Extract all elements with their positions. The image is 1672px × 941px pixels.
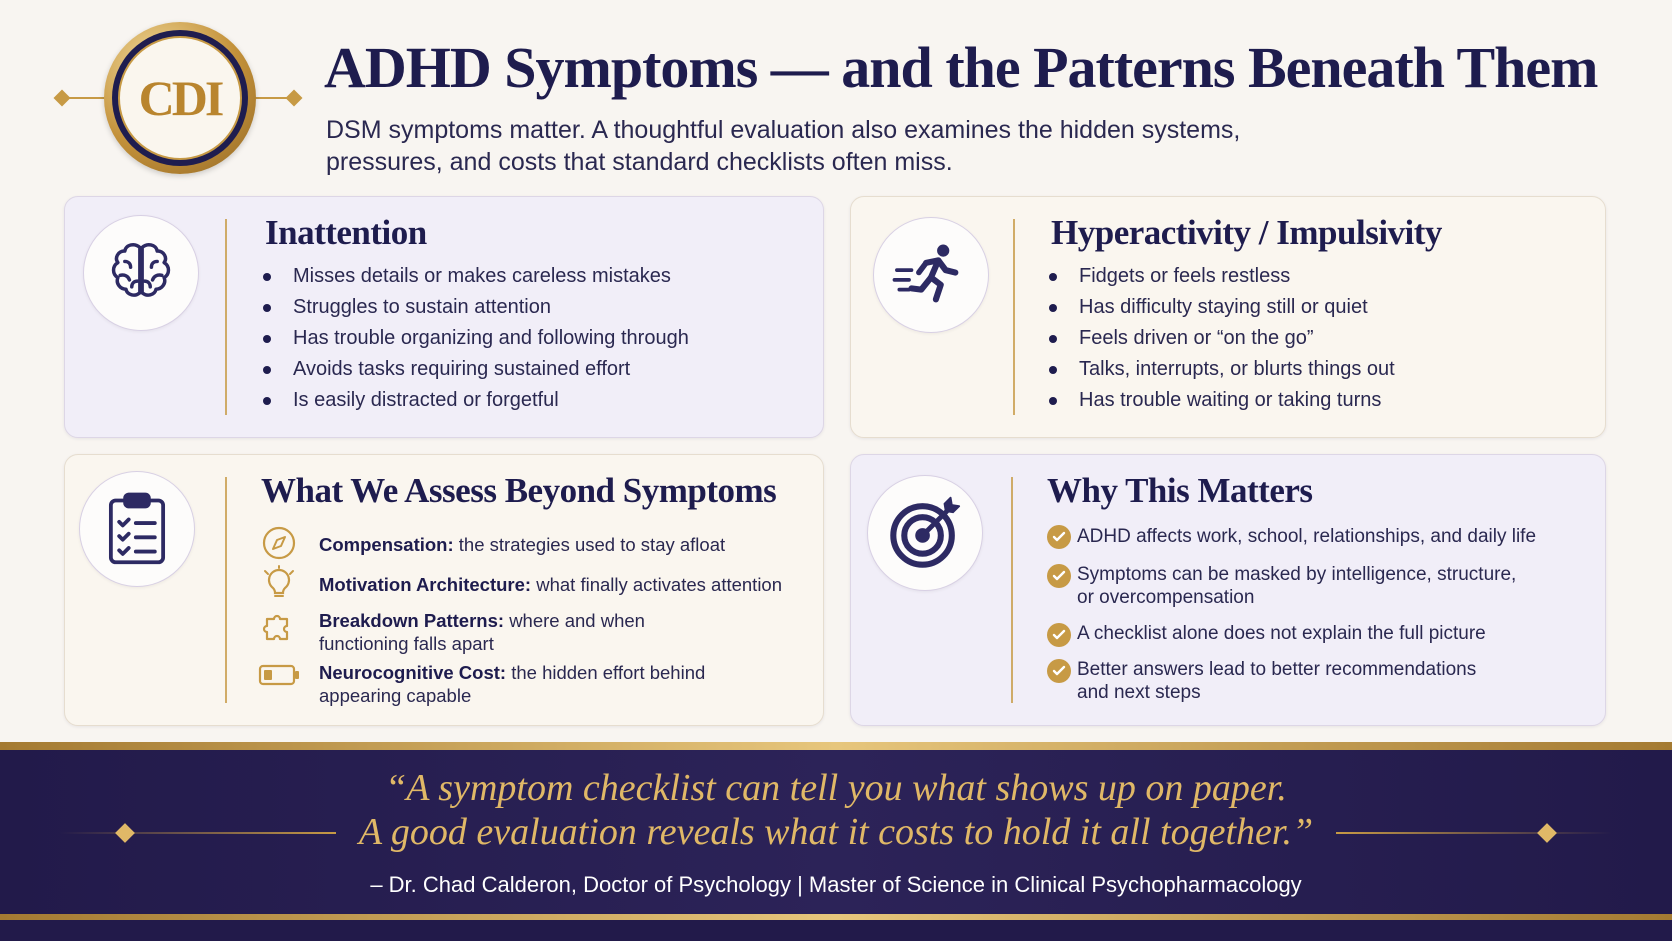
battery-icon xyxy=(257,657,301,693)
hyperactivity-list xyxy=(1047,261,1395,416)
logo-right-diamond xyxy=(286,90,303,107)
clipboard-checklist-icon xyxy=(79,471,195,587)
list-item: Has trouble waiting or taking turns xyxy=(1047,385,1395,416)
quote-line-2: A good evaluation reveals what it costs to hold it all together.” xyxy=(358,811,1314,853)
logo-left-diamond xyxy=(54,90,71,107)
hyperactivity-card xyxy=(850,196,1606,438)
list-item: Has trouble organizing and following through xyxy=(261,323,689,354)
quote-line-1: “A symptom checklist can tell you what shows up on paper. xyxy=(385,767,1287,809)
subtitle-line-2: pressures, and costs that standard checklists often miss. xyxy=(326,148,953,176)
subtitle-line-1: DSM symptoms matter. A thoughtful evaluation also examines the hidden systems, xyxy=(326,116,1241,144)
why-item: Symptoms can be masked by intelligence, structure, or overcompensation xyxy=(1077,564,1517,608)
list-item: Struggles to sustain attention xyxy=(261,292,689,323)
list-item: Talks, interrupts, or blurts things out xyxy=(1047,354,1395,385)
page-title: ADHD Symptoms — and the Patterns Beneath Them xyxy=(324,35,1598,100)
inattention-list xyxy=(261,261,689,416)
brain-icon xyxy=(83,215,199,331)
why-item: ADHD affects work, school, relationships, and daily life xyxy=(1077,526,1537,547)
running-person-icon xyxy=(873,217,989,333)
list-item: Is easily distracted or forgetful xyxy=(261,385,689,416)
why-item: A checklist alone does not explain the full picture xyxy=(1077,623,1486,644)
list-item: Misses details or makes careless mistakes xyxy=(261,261,689,292)
assess-item-compensation: Compensation: the strategies used to stay afloat xyxy=(319,534,726,555)
compass-icon xyxy=(261,525,297,561)
list-item: Has difficulty staying still or quiet xyxy=(1047,292,1395,323)
inattention-card xyxy=(64,196,824,438)
banner-top-border xyxy=(0,742,1672,750)
assess-item-motivation: Motivation Architecture: what finally activates attention xyxy=(319,574,783,595)
puzzle-icon xyxy=(261,609,297,645)
list-item: Fidgets or feels restless xyxy=(1047,261,1395,292)
list-item: Feels driven or “on the go” xyxy=(1047,323,1395,354)
why-card xyxy=(850,454,1606,726)
check-icon xyxy=(1047,659,1071,683)
check-icon xyxy=(1047,623,1071,647)
hyperactivity-title: Hyperactivity / Impulsivity xyxy=(1051,213,1442,252)
lightbulb-icon xyxy=(261,565,297,601)
assess-card xyxy=(64,454,824,726)
assess-item-breakdown: Breakdown Patterns: where and when functioning falls apart xyxy=(319,610,645,654)
logo-text: CDI xyxy=(138,70,222,126)
logo-badge xyxy=(104,22,256,174)
list-item: Avoids tasks requiring sustained effort xyxy=(261,354,689,385)
why-title: Why This Matters xyxy=(1047,471,1313,510)
why-item: Better answers lead to better recommendations and next steps xyxy=(1077,659,1477,703)
assess-title: What We Assess Beyond Symptoms xyxy=(261,471,777,510)
quote xyxy=(0,766,1672,854)
quote-attribution: – Dr. Chad Calderon, Doctor of Psychology | Master of Science in Clinical Psychopharmacology xyxy=(370,872,1302,897)
check-icon xyxy=(1047,525,1071,549)
logo xyxy=(50,18,300,178)
inattention-title: Inattention xyxy=(265,213,427,252)
target-icon xyxy=(867,475,983,591)
check-icon xyxy=(1047,564,1071,588)
assess-item-neurocognitive: Neurocognitive Cost: the hidden effort behind appearing capable xyxy=(319,662,706,706)
page-subtitle xyxy=(326,114,1346,178)
